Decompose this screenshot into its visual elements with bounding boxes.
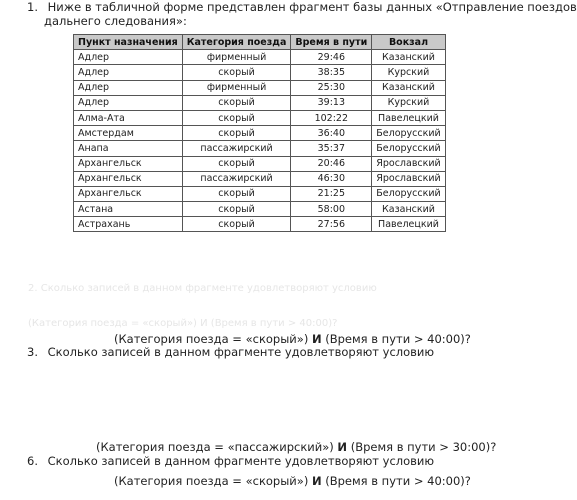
task-6-heading [24,454,434,468]
task-1-text-line1: Ниже в табличной форме представлен фрагмент базы данных «Отправление поездов [47,0,577,14]
table-cell-destination: Адлер [74,65,183,80]
table-cell-category: фирменный [182,50,291,65]
table-cell-station: Павелецкий [372,217,445,232]
table-cell-category: скорый [182,186,291,201]
table-cell-category: скорый [182,156,291,171]
column-header-station: Вокзал [372,35,445,50]
table-cell-destination: Амстердам [74,126,183,141]
task-3-heading [24,345,434,359]
faded-condition-line: (Категория поезда = «скорый») И (Время в пути > 40:00)? [28,318,338,329]
table-cell-category: скорый [182,95,291,110]
task-6-number: 6. [27,454,38,468]
condition-task-2 [114,332,471,346]
table-cell-destination: Адлер [74,80,183,95]
table-row [74,186,446,201]
condition-3-right: (Время в пути > 30:00)? [347,440,497,454]
task-1-text-line2: дальнего следования»: [44,14,187,28]
table-row [74,156,446,171]
table-cell-destination: Астрахань [74,217,183,232]
table-header-row [74,35,446,50]
table-cell-category: пассажирский [182,141,291,156]
table-row [74,141,446,156]
table-cell-station: Казанский [372,50,445,65]
condition-3-operator: И [337,440,348,454]
table-cell-travel-time: 46:30 [291,171,372,186]
table-row [74,80,446,95]
task-3-number: 3. [27,345,38,359]
table-cell-category: фирменный [182,80,291,95]
table-cell-category: скорый [182,217,291,232]
condition-task-6 [114,474,471,488]
table-cell-destination: Архангельск [74,186,183,201]
table-row [74,95,446,110]
condition-2-right: (Время в пути > 40:00)? [321,332,471,346]
table-cell-station: Казанский [372,80,445,95]
table-row [74,110,446,125]
table-body [74,50,446,232]
table-cell-travel-time: 21:25 [291,186,372,201]
table-cell-station: Курский [372,65,445,80]
condition-6-left: (Категория поезда = «скорый») [114,474,312,488]
table-cell-travel-time: 39:13 [291,95,372,110]
task-6-text: Сколько записей в данном фрагменте удовлетворяют условию [47,454,435,468]
column-header-destination: Пункт назначения [74,35,183,50]
condition-2-operator: И [311,332,322,346]
table-cell-travel-time: 25:30 [291,80,372,95]
table-cell-category: скорый [182,126,291,141]
table-cell-category: пассажирский [182,171,291,186]
table-cell-station: Ярославский [372,171,445,186]
task-1-number: 1. [27,0,38,14]
table-cell-travel-time: 29:46 [291,50,372,65]
condition-task-3 [96,440,496,454]
table-cell-station: Павелецкий [372,110,445,125]
table-cell-destination: Анапа [74,141,183,156]
table-row [74,50,446,65]
trains-table [73,34,446,232]
table-cell-travel-time: 102:22 [291,110,372,125]
task-3-text: Сколько записей в данном фрагменте удовлетворяют условию [47,345,435,359]
table-cell-travel-time: 35:37 [291,141,372,156]
table-cell-destination: Адлер [74,50,183,65]
table-row [74,65,446,80]
table-cell-destination: Архангельск [74,156,183,171]
table-cell-station: Ярославский [372,156,445,171]
table-cell-travel-time: 58:00 [291,202,372,217]
table-row [74,126,446,141]
table-cell-destination: Алма-Ата [74,110,183,125]
condition-6-operator: И [311,474,322,488]
task-1-heading [24,0,577,14]
table-row [74,171,446,186]
table-row [74,217,446,232]
table-cell-travel-time: 20:46 [291,156,372,171]
table-cell-category: скорый [182,110,291,125]
table-cell-category: скорый [182,65,291,80]
column-header-category: Категория поезда [182,35,291,50]
table-cell-station: Белорусский [372,126,445,141]
table-cell-category: скорый [182,202,291,217]
table-cell-destination: Адлер [74,95,183,110]
condition-3-left: (Категория поезда = «пассажирский») [96,440,338,454]
table-cell-station: Курский [372,95,445,110]
column-header-travel-time: Время в пути [291,35,372,50]
table-cell-travel-time: 38:35 [291,65,372,80]
table-cell-station: Белорусский [372,186,445,201]
condition-6-right: (Время в пути > 40:00)? [321,474,471,488]
table-cell-station: Белорусский [372,141,445,156]
table-cell-station: Казанский [372,202,445,217]
table-cell-destination: Астана [74,202,183,217]
faded-task-line: 2. Сколько записей в данном фрагменте удовлетворяют условию [28,283,377,294]
table-cell-destination: Архангельск [74,171,183,186]
table-row [74,202,446,217]
condition-2-left: (Категория поезда = «скорый») [114,332,312,346]
table-cell-travel-time: 36:40 [291,126,372,141]
table-cell-travel-time: 27:56 [291,217,372,232]
